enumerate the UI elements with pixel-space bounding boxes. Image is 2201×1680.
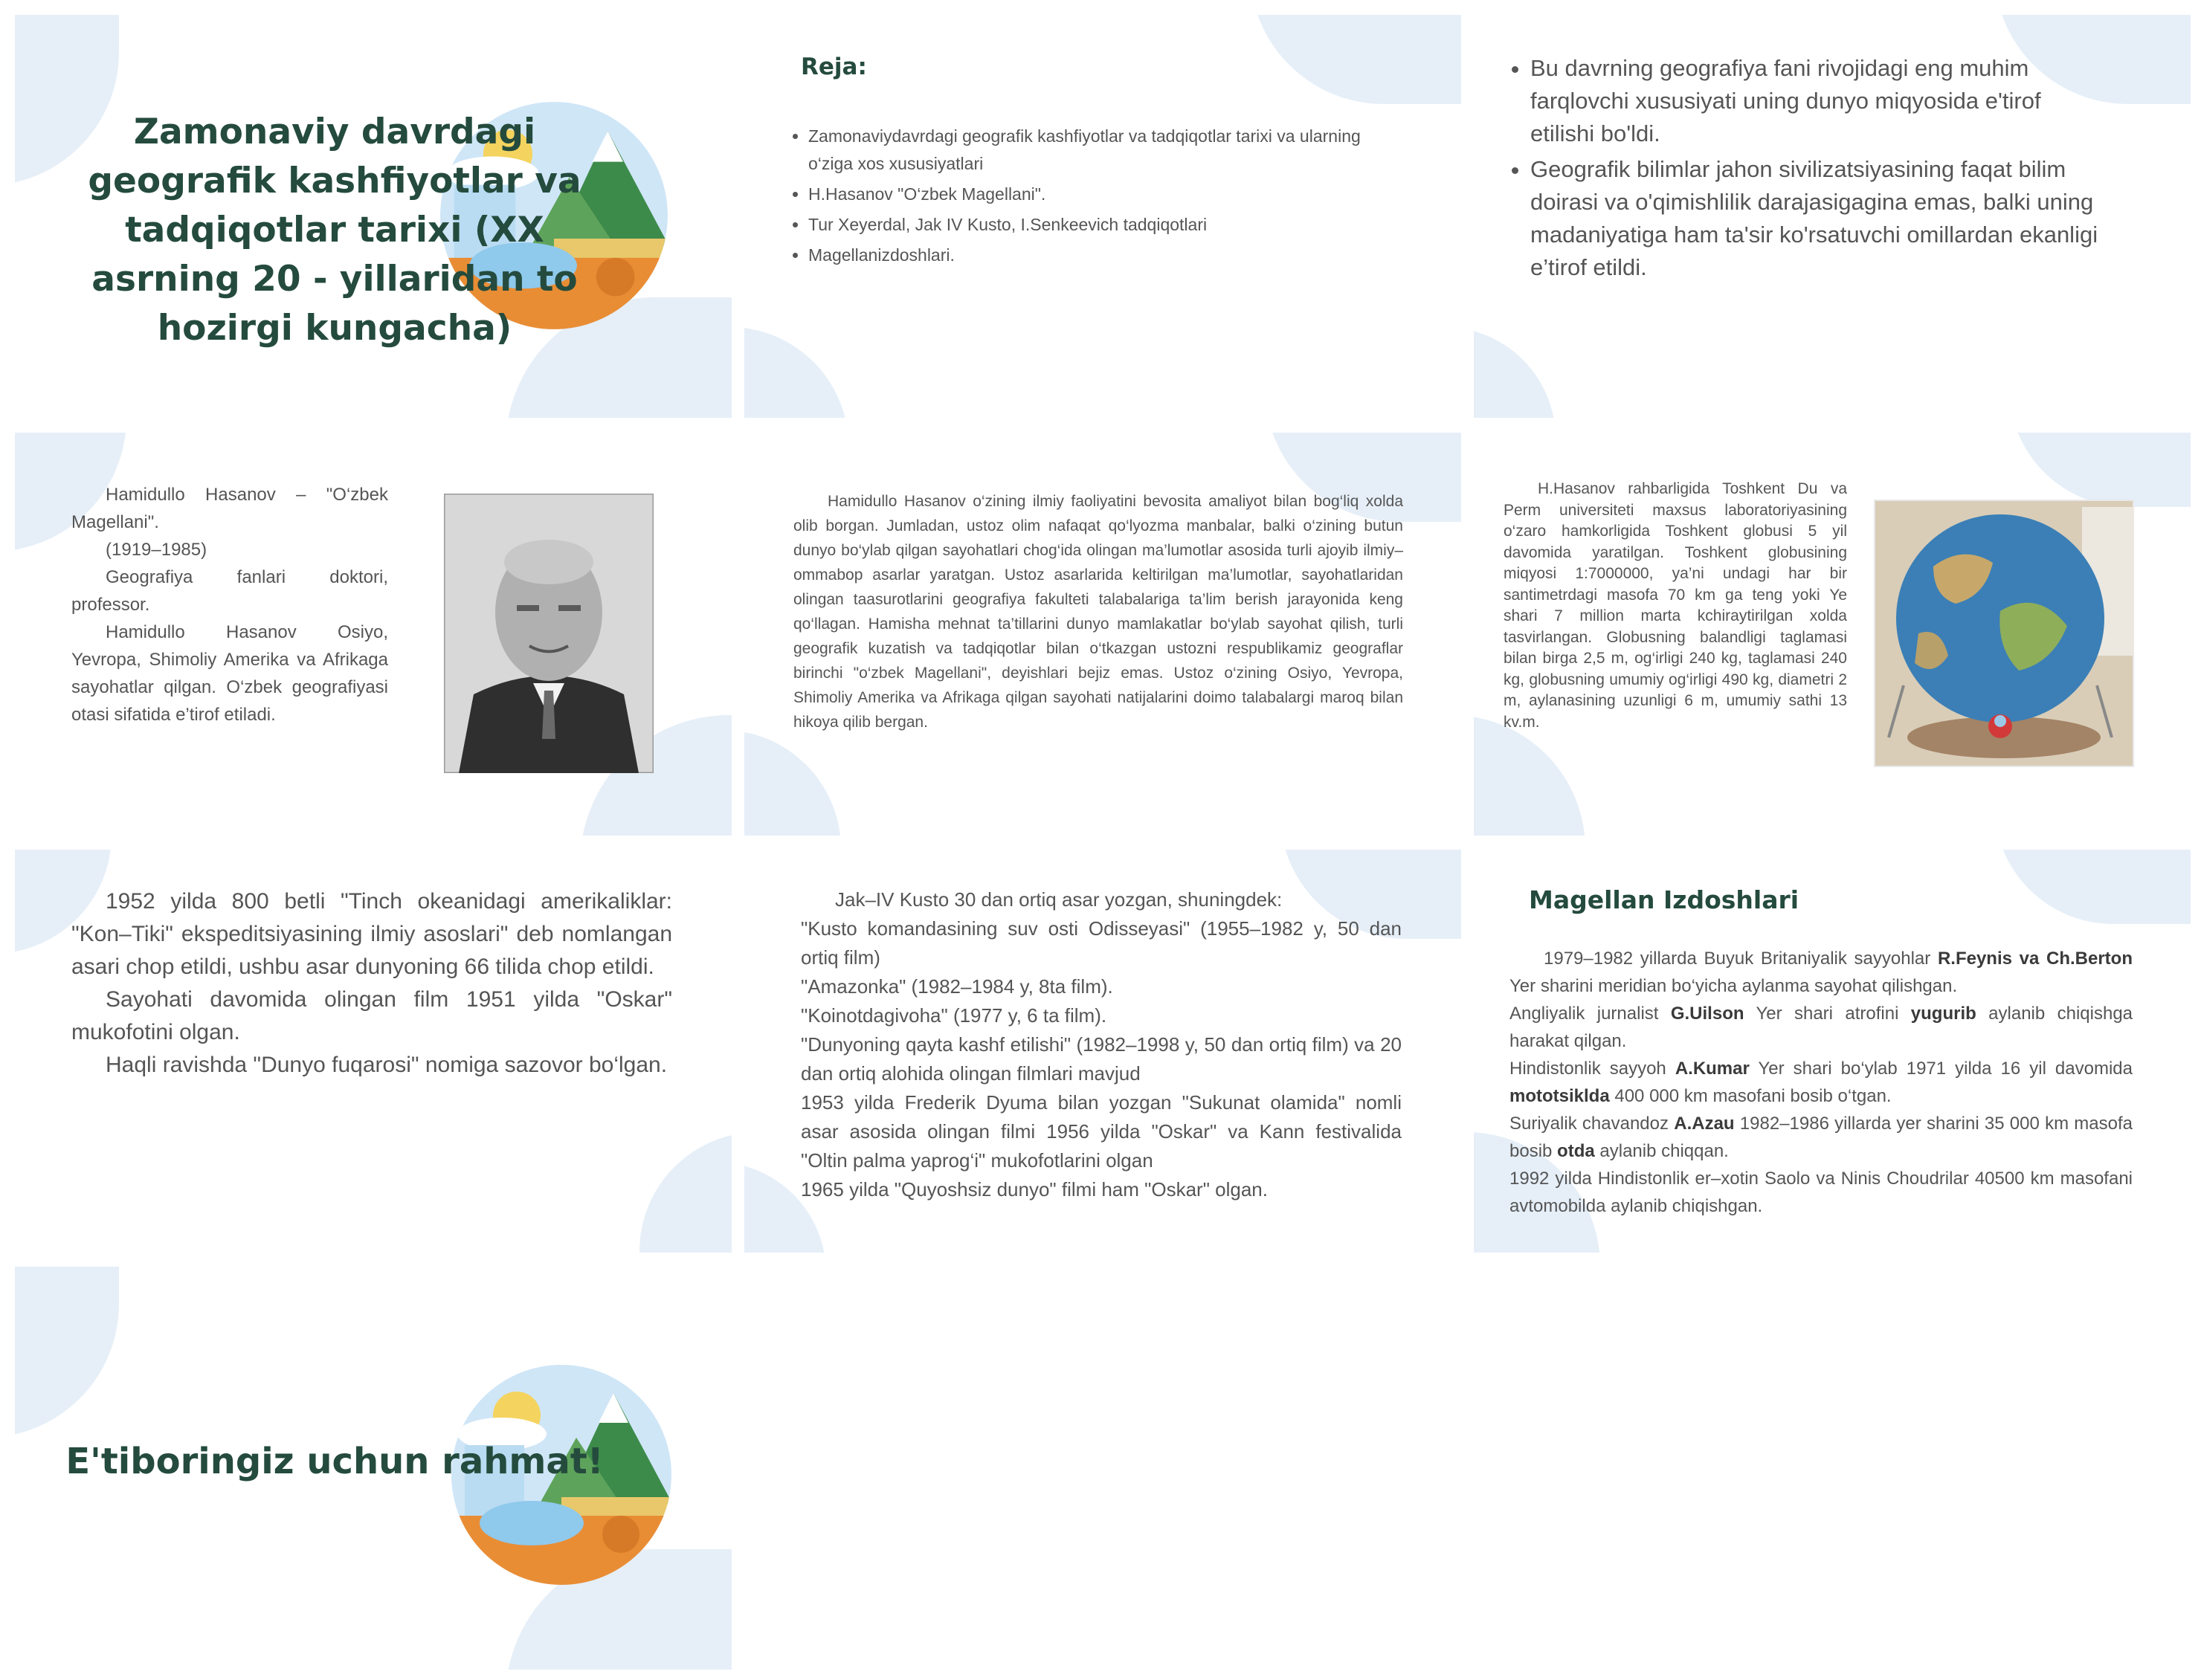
text-run: 1982–1986 yillarda yer sharini 35 000 km masofa bosib: [1509, 1114, 2133, 1161]
traveler-names: A.Kumar: [1675, 1059, 1750, 1079]
bio-paragraph: (1919–1985): [106, 540, 207, 560]
text-run: 1979–1982 yillarda Buyuk Britaniyalik sayyohlar: [1544, 949, 1938, 969]
text-run: 400 000 km masofani bosib o‘tgan.: [1609, 1086, 1892, 1106]
decorative-blob: [639, 1132, 732, 1253]
globe-text: [1504, 479, 1847, 733]
slide-2-plan: [744, 15, 1461, 418]
text-run: Hindistonlik sayyoh: [1509, 1059, 1675, 1079]
plan-item: • Zamonaviydavrdagi geografik kashfiyotlar va tadqiqotlar tarixi va ularning o‘ziga xos xususiyatlari: [808, 123, 1369, 178]
bio-paragraph: Hamidullo Hasanov Osiyo, Yevropa, Shimoliy Amerika va Afrikaga sayohatlar qilgan. O‘zbek geografiyasi otasi sifatida e’tirof etiladi.: [71, 622, 388, 725]
decorative-blob: [1474, 715, 1585, 836]
decorative-blob: [1994, 850, 2191, 924]
decorative-blob: [744, 327, 848, 418]
thanks-title: E'tiboringiz uchun rahmat!: [65, 1441, 604, 1482]
cousteau-line: 1953 yilda Frederik Dyuma bilan yozgan "Sukunat olamida" nomli asar asosida olingan filmi 1956 yilda "Oskar" va Kann festivalida "Oltin palma yaprog‘i" mukofotlarini olgan: [801, 1091, 1402, 1172]
traveler-names: R.Feynis va Ch.Berton: [1937, 949, 2133, 969]
followers-heading: Magellan Izdoshlari: [1529, 885, 1799, 914]
slide-4-hasanov-bio: [15, 433, 732, 836]
cousteau-line: "Dunyoning qayta kashf etilishi" (1982–1998 y, 50 dan ortiq film) va 20 dan ortiq alohida olingan filmlari mavjud: [801, 1033, 1402, 1085]
text-run: Yer sharini meridian bo‘yicha aylanma sayohat qilishgan.: [1509, 976, 1958, 996]
globe-paragraph: H.Hasanov rahbarligida Toshkent Du va Perm universiteti maxsus laboratoriyasining o‘zaro hamkorligida Toshkent globusi 5 yil davomida yaratilgan. Toshkent globusining miqyosi 1:7000000, ya’ni undagi har bir santimetrdagi masofa 70 km ga teng yoki Ye shari 7 million marta kchiraytirilgan xolda tasvirlangan. Globusning balandligi taglamasi bilan birga 2,5 m, og‘irligi 240 kg, taglamasi 240 kg, globusning umumiy og‘irligi 490 kg, diametri 2 m, aylanasining uzunligi 6 m, umumiy sathi 13 kv.m.: [1504, 480, 1847, 731]
text-run: Yer shari bo‘ylab 1971 yilda 16 yil davomida: [1749, 1059, 2133, 1079]
travel-mode: otda: [1557, 1141, 1595, 1161]
traveler-names: A.Azau: [1674, 1114, 1735, 1134]
feature-item: • Bu davrning geografiya fani rivojidagi eng muhim farqlovchi xususiyati uning dunyo miqyosida e'tirof etilishi bo'ldi.: [1530, 52, 2098, 150]
cousteau-line: 1965 yilda "Quyoshsiz dunyo" filmi ham "Oskar" olgan.: [801, 1178, 1268, 1201]
decorative-blob: [1250, 15, 1461, 104]
plan-heading: Reja:: [801, 54, 867, 80]
bio-paragraph: Geografiya fanlari doktori, professor.: [71, 567, 388, 615]
follower-paragraph: [1509, 1055, 2133, 1110]
presentation-title: Zamonaviy davrdagi geografik kashfiyotlar va tadqiqotlar tarixi (XX asrning 20 - yillaridan to hozirgi kungacha): [88, 112, 581, 349]
bio-text: [71, 481, 388, 728]
heyerdahl-text: [71, 885, 672, 1082]
activity-text: [793, 489, 1403, 734]
cousteau-intro: Jak–IV Kusto 30 dan ortiq asar yozgan, shuningdek:: [835, 888, 1283, 911]
bio-paragraph: Hamidullo Hasanov – "O‘zbek Magellani".: [71, 485, 388, 532]
globe-photo-icon: [1874, 500, 2134, 767]
travel-mode: mototsiklda: [1509, 1086, 1610, 1106]
activity-paragraph: Hamidullo Hasanov o‘zining ilmiy faoliyatini bevosita amaliyot bilan bog‘liq xolda olib borgan. Jumladan, ustoz olim nafaqat qo‘lyozma manbalar, balki o‘zining butun dunyo bo‘ylab qilgan sayohatlari chog‘ida olingan ma’lumotlar asosida turli ajoyib ilmiy–ommabop asarlar yaratgan. Ustoz asarlarida keltirilgan ma’lumotlar, sayohatlaridan olingan taasurotlarini geografiya fakulteti talabalariga ta’lim berish jarayonida keng qo‘llagan. Hamisha mehnat ta’tillarini dunyo mamlakatlar bo‘ylab sayohat qilish, turli geografik kuzatish va tadqiqotlar bilan o‘tkazgan ustozni respublikamiz geograflar birinchi "o‘zbek Magellani", deyishlari bejiz emas. Ustoz o‘zining Osiyo, Yevropa, Shimoliy Amerika va Afrikaga qilgan sayohati natijalarini doimo talabalargi maroq bilan hikoya qilib bergan.: [793, 493, 1403, 731]
follower-paragraph: 1992 yilda Hindistonlik er–xotin Saolo va Ninis Choudrilar 40500 km masofani avtomobilda aylanib chiqishgan.: [1509, 1169, 2133, 1216]
plan-item: • H.Hasanov "O‘zbek Magellani".: [808, 181, 1369, 208]
cousteau-text: [801, 885, 1402, 1204]
feature-item: • Geografik bilimlar jahon sivilizatsiyasining faqat bilim doirasi va o'qimishlilik darajasigagina emas, balki uning madaniyatiga ham ta'sir ko'rsatuvchi omillardan ekanligi e’tirof etildi.: [1530, 153, 2098, 284]
plan-item: • Tur Xeyerdal, Jak IV Kusto, I.Senkeevich tadqiqotlari: [808, 211, 1369, 239]
slide-10-thanks: [15, 1267, 732, 1670]
slide-5-hasanov-activity: [744, 433, 1461, 836]
plan-list: [782, 123, 1369, 272]
follower-paragraph: [1509, 1000, 2133, 1055]
slide-3-features: [1474, 15, 2191, 418]
heyerdahl-paragraph: 1952 yilda 800 betli "Tinch okeanidagi amerikaliklar: "Kon–Tiki" ekspeditsiyasining ilmiy asoslari" deb nomlangan asari chop etildi, ushbu asar dunyoning 66 tilida chop etildi.: [71, 889, 672, 979]
followers-text: [1509, 945, 2133, 1220]
heyerdahl-paragraph: Sayohati davomida olingan film 1951 yilda "Oskar" mukofotini olgan.: [71, 987, 672, 1044]
slide-1-title: [15, 15, 732, 418]
slide-9-magellan-followers: [1474, 850, 2191, 1253]
cousteau-line: "Amazonka" (1982–1984 y, 8ta film).: [801, 975, 1113, 998]
follower-paragraph: [1509, 945, 2133, 1000]
text-run: aylanib chiqqan.: [1594, 1141, 1729, 1161]
decorative-blob: [15, 1267, 119, 1438]
decorative-blob: [744, 730, 841, 836]
heyerdahl-paragraph: Haqli ravishda "Dunyo fuqarosi" nomiga sazovor bo‘lgan.: [106, 1053, 668, 1077]
text-run: aylanib chiqishga harakat qilgan.: [1509, 1004, 2133, 1051]
traveler-names: G.Uilson: [1670, 1004, 1744, 1024]
follower-paragraph: [1509, 1110, 2133, 1165]
slide-7-heyerdahl: [15, 850, 732, 1253]
cousteau-line: "Koinotdagivoha" (1977 y, 6 ta film).: [801, 1004, 1107, 1027]
cousteau-line: "Kusto komandasining suv osti Odisseyasi" (1955–1982 y, 50 dan ortiq film): [801, 917, 1402, 969]
slide-6-tashkent-globe: [1474, 433, 2191, 836]
slide-8-cousteau: [744, 850, 1461, 1253]
portrait-photo-icon: [444, 494, 654, 773]
plan-item: • Magellanizdoshlari.: [808, 242, 1369, 269]
decorative-blob: [2009, 433, 2191, 507]
text-run: Yer shari atrofini: [1744, 1004, 1911, 1024]
travel-mode: yugurib: [1910, 1004, 1976, 1024]
text-run: Angliyalik jurnalist: [1509, 1004, 1671, 1024]
features-list: [1504, 52, 2098, 287]
decorative-blob: [1474, 327, 1556, 418]
text-run: Suriyalik chavandoz: [1509, 1114, 1675, 1134]
